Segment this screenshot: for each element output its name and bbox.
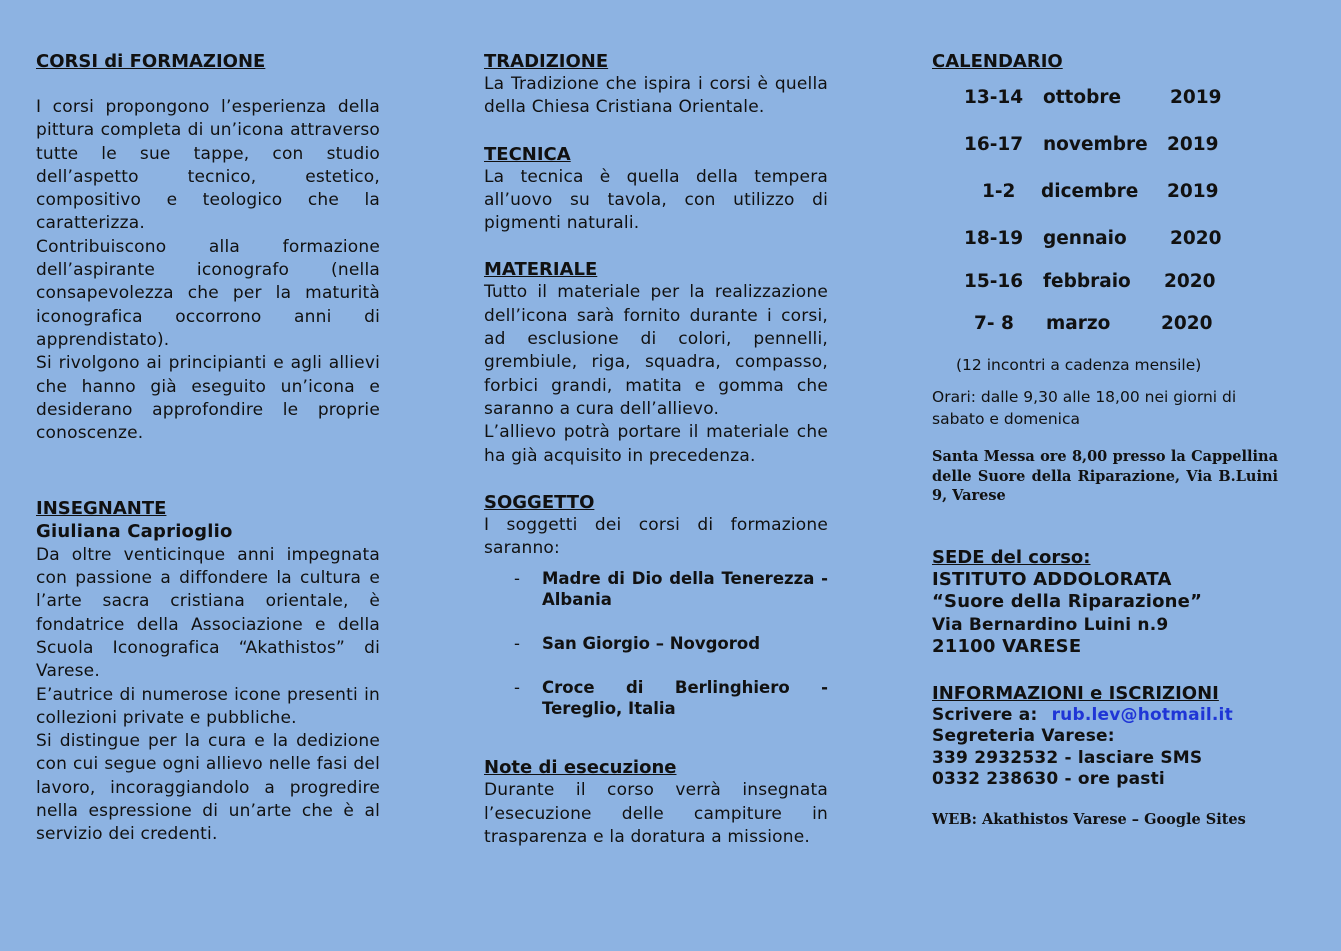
column-middle	[484, 50, 828, 849]
calendar-days: 1-2	[982, 181, 1016, 202]
calendar-days: 15-16	[964, 271, 1024, 292]
calendar-table	[932, 87, 1278, 336]
calendar-row	[932, 271, 1278, 294]
calendar-month: dicembre	[1041, 181, 1139, 202]
calendar-month: febbraio	[1043, 271, 1131, 292]
calendar-days: 13-14	[964, 87, 1024, 108]
insegnante-paragraph-3: Si distingue per la cura e la dedizione con cui segue ogni allievo nelle fasi del lavoro, incoraggiandolo a progredire nella espressione di un’arte che è al servizio dei credenti.	[36, 731, 380, 845]
email-link[interactable]: rub.lev@hotmail.it	[1051, 704, 1233, 725]
note-text: Durante il corso verrà insegnata l’esecuzione delle campiture in trasparenza e la doratura a missione.	[484, 780, 828, 848]
phone-1: 339 2932532 - lasciare SMS	[932, 747, 1203, 768]
list-item: - Croce di Berlinghiero - Tereglio, Italia	[484, 677, 828, 719]
column-right	[932, 50, 1278, 829]
materiale-paragraph-1: Tutto il materiale per la realizzazione dell’icona sarà fornito durante i corsi, ad esclusione di colori, pennelli, grembiule, riga, squadra, compasso, forbici grandi, matita e gomma che saranno a cura dell’allievo.	[484, 282, 828, 419]
calendar-year: 2020	[1161, 313, 1213, 334]
calendar-year: 2020	[1170, 228, 1222, 249]
note-heading: Note di esecuzione	[484, 757, 677, 779]
sede-line-2: “Suore della Riparazione”	[932, 591, 1203, 612]
write-label: Scrivere a:	[932, 704, 1038, 725]
calendar-month: novembre	[1043, 134, 1148, 155]
corsi-paragraph-3: Si rivolgono ai principianti e agli allievi che hanno già eseguito un’icona e desiderano approfondire le proprie conoscenze.	[36, 353, 380, 444]
web-text: WEB: Akathistos Varese – Google Sites	[932, 810, 1246, 828]
teacher-name: Giuliana Caprioglio	[36, 521, 233, 543]
calendar-month: gennaio	[1043, 228, 1127, 249]
calendar-row	[932, 313, 1278, 336]
corsi-paragraph-1: I corsi propongono l’esperienza della pittura completa di un’icona attraverso tutte le sue tappe, con studio dell’aspetto tecnico, estetico, compositivo e teologico che la caratterizza.	[36, 97, 380, 234]
phone-2: 0332 238630 - ore pasti	[932, 769, 1165, 789]
soggetto-list	[484, 568, 828, 719]
insegnante-paragraph-1: Da oltre venticinque anni impegnata con passione a diffondere la cultura e l’arte sacra cristiana orientale, è fondatrice della Associazione e della Scuola Iconografica “Akathistos” di Varese.	[36, 544, 380, 682]
sede-line-4: 21100 VARESE	[932, 636, 1082, 657]
calendar-days: 18-19	[964, 228, 1024, 249]
calendar-row	[932, 87, 1278, 110]
calendario-heading: CALENDARIO	[932, 51, 1063, 72]
calendar-month: marzo	[1046, 313, 1111, 334]
messa-text: Santa Messa ore 8,00 presso la Cappellina delle Suore della Riparazione, Via B.Luini 9, Varese	[932, 448, 1278, 504]
sede-heading: SEDE del corso:	[932, 546, 1091, 568]
tecnica-heading: TECNICA	[484, 143, 571, 165]
calendar-year: 2019	[1167, 181, 1219, 202]
sede-line-1: ISTITUTO ADDOLORATA	[932, 568, 1172, 590]
list-item: - Madre di Dio della Tenerezza - Albania	[484, 568, 828, 610]
calendar-days: 16-17	[964, 134, 1024, 155]
soggetto-heading: SOGGETTO	[484, 491, 595, 513]
insegnante-paragraph-2: E’autrice di numerose icone presenti in collezioni private e pubbliche.	[36, 684, 380, 728]
corsi-paragraph-2: Contribuiscono alla formazione dell’aspirante iconografo (nella consapevolezza che per la maturità iconografica occorrono anni di apprendistato).	[36, 236, 380, 350]
calendar-month: ottobre	[1043, 87, 1122, 108]
sede-line-3: Via Bernardino Luini n.9	[932, 614, 1169, 635]
corsi-heading: CORSI di FORMAZIONE	[36, 51, 266, 72]
calendar-year: 2020	[1164, 271, 1216, 292]
write-line	[932, 705, 1278, 727]
calendar-days: 7- 8	[974, 313, 1014, 334]
calendar-year: 2019	[1167, 134, 1219, 155]
soggetto-intro: I soggetti dei corsi di formazione saranno:	[484, 514, 828, 559]
orari-text: Orari: dalle 9,30 alle 18,00 nei giorni di sabato e domenica	[932, 388, 1237, 428]
calendar-note: (12 incontri a cadenza mensile)	[956, 356, 1202, 374]
tecnica-text: La tecnica è quella della tempera all’uovo su tavola, con utilizzo di pigmenti naturali.	[484, 166, 828, 234]
calendar-row	[932, 134, 1278, 157]
materiale-paragraph-2: L’allievo potrà portare il materiale che ha già acquisito in precedenza.	[484, 422, 828, 466]
list-item: - San Giorgio – Novgorod	[484, 633, 828, 654]
calendar-year: 2019	[1170, 87, 1222, 108]
info-heading: INFORMAZIONI e ISCRIZIONI	[932, 682, 1219, 704]
tradizione-heading: TRADIZIONE	[484, 51, 609, 72]
materiale-heading: MATERIALE	[484, 259, 598, 281]
insegnante-heading: INSEGNANTE	[36, 498, 167, 520]
calendar-row	[932, 228, 1278, 251]
segreteria-label: Segreteria Varese:	[932, 726, 1115, 746]
calendar-row	[932, 181, 1278, 204]
column-left	[36, 50, 380, 847]
tradizione-text: La Tradizione che ispira i corsi è quella della Chiesa Cristiana Orientale.	[484, 74, 828, 118]
